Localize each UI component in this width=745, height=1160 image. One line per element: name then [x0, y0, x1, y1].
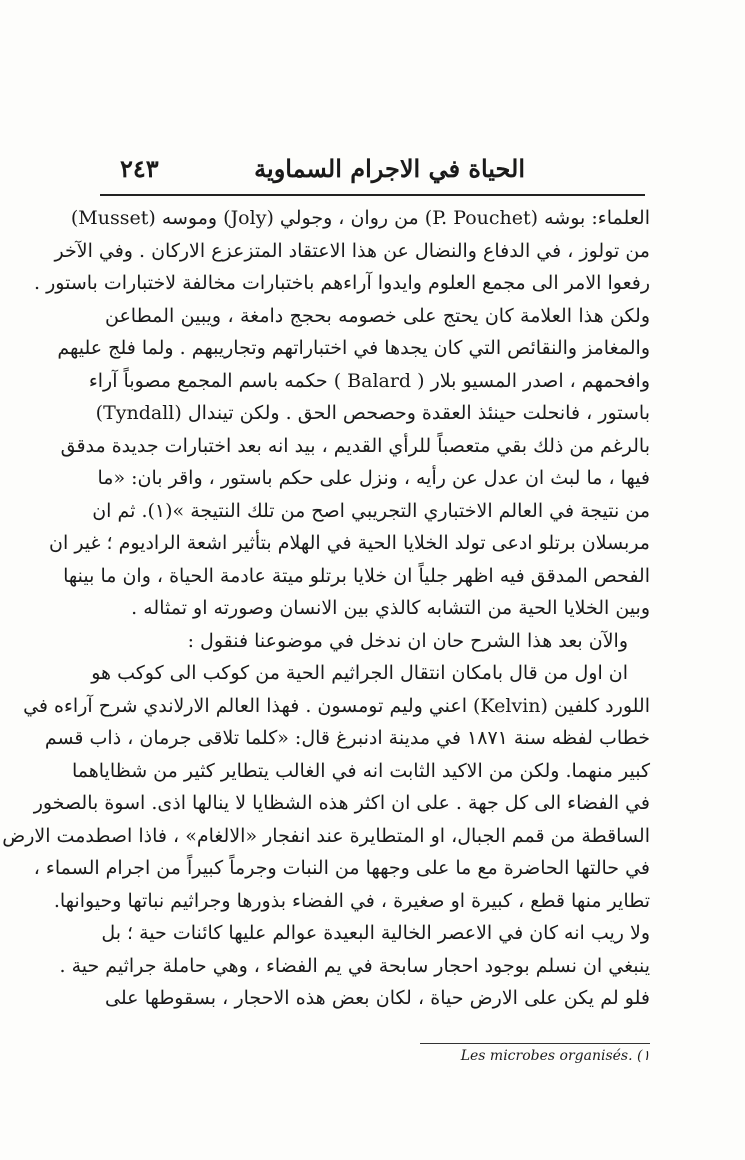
text-line: ولكن هذا العلامة كان يحتج على خصومه بحجج دامغة ، ويبين المطاعن	[105, 304, 650, 327]
text-line: فلو لم يكن على الارض حياة ، لكان بعض هذه الاحجار ، بسقوطها على	[105, 987, 650, 1009]
text-line: بالرغم من ذلك بقي متعصباً للرأي القديم ، بيد انه بعد اختبارات جديدة مدقق	[60, 434, 650, 457]
text-line: فيها ، ما لبث ان عدل عن رأيه ، ونزل على حكم باستور ، واقر بان: «ما	[97, 467, 650, 489]
text-line: ولا ريب انه كان في الاعصر الخالية البعيدة عوالم عليها كائنات حية ؛ بل	[101, 922, 650, 944]
text-line: والآن بعد هذا الشرح حان ان ندخل في موضوعنا فنقول :	[187, 629, 628, 652]
running-header	[100, 150, 645, 190]
footnote-marker: (١	[637, 1048, 650, 1064]
text-line: من تولوز ، في الدفاع والنضال عن هذا الاعتقاد المتزعزع الاركان . وفي الآخر	[54, 239, 650, 262]
text-line: وافحمهم ، اصدر المسيو بلار ( Balard ) حكمه باسم المجمع مصوباً آراء	[88, 369, 650, 392]
text-line: في حالتها الحاضرة مع ما على وجهها من النبات وجرماً كبيراً من اجرام السماء ،	[33, 857, 650, 879]
text-line: العلماء: بوشه (P. Pouchet) من روان ، وجولي (Joly) وموسه (Musset)	[70, 207, 650, 229]
page-number: ٢٤٣	[120, 154, 159, 183]
text-line: كبير منهما. ولكن من الاكيد الثابت انه في الغالب يتطاير كثير من شظاياهما	[71, 759, 650, 782]
text-line: وبين الخلايا الحية من التشابه كالذي بين الانسان وصورته او تمثاله .	[131, 597, 650, 619]
footnote-text: Les microbes organisés.	[460, 1048, 633, 1064]
text-line: رفعوا الامر الى مجمع العلوم وايدوا آراءهم باختبارات مخالفة لاختبارات باستور .	[34, 272, 650, 294]
text-line: اللورد كلفين (Kelvin) اعني وليم تومسون . فهذا العالم الارلاندي شرح آراءه في	[23, 694, 650, 717]
text-line: الفحص المدقق فيه اظهر جلياً ان خلايا برتلو ميتة عادمة الحياة ، وان ما بينها	[63, 564, 650, 587]
text-line: ان اول من قال بامكان انتقال الجراثيم الحية من كوكب الى كوكب هو	[91, 662, 628, 684]
running-title: الحياة في الاجرام السماوية	[254, 154, 525, 183]
header-rule	[100, 194, 645, 196]
text-line: الساقطة من قمم الجبال، او المتطايرة عند انفجار «الالغام» ، فاذا اصطدمت الارض	[2, 824, 650, 847]
text-line: في الفضاء الى كل جهة . على ان اكثر هذه الشظايا لا ينالها اذى. اسوة بالصخور	[33, 792, 650, 814]
text-line: مربسلان برتلو ادعى تولد الخلايا الحية في الهلام بتأثير اشعة الراديوم ؛ غير ان	[49, 532, 650, 554]
text-line: من نتيجة في العالم الاختباري التجريبي اصح من تلك النتيجة »(١). ثم ان	[92, 499, 650, 522]
text-line: ينبغي ان نسلم بوجود احجار سابحة في يم الفضاء ، وهي حاملة جراثيم حية .	[59, 954, 650, 977]
text-line: والمغامز والنقائص التي كان يجدها في اختباراتهم وتجاريبهم . ولما فلج عليهم	[57, 337, 650, 359]
text-line: تطاير منها قطع ، كبيرة او صغيرة ، في الفضاء بذورها وجراثيم نباتها وحيوانها.	[53, 889, 650, 912]
text-line: خطاب لفظه سنة ١٨٧١ في مدينة ادنبرغ قال: «كلما تلاقى جرمان ، ذاب قسم	[44, 727, 650, 749]
footnote-rule	[420, 1043, 650, 1044]
footnote	[420, 1048, 650, 1064]
body-text	[2, 202, 650, 1015]
text-line: باستور ، فانحلت حينئذ العقدة وحصحص الحق . ولكن تيندال (Tyndall)	[95, 402, 650, 424]
